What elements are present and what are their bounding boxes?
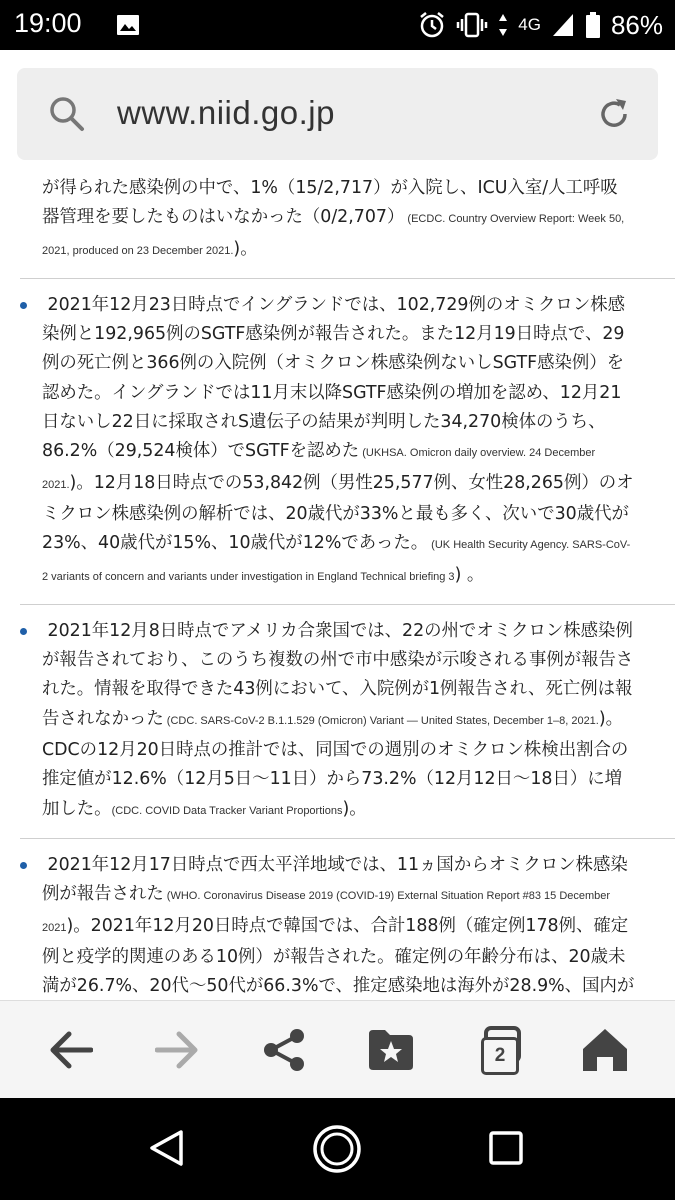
bullet-dot [20,628,27,635]
home-button[interactable] [580,1025,630,1075]
url-text[interactable]: www.niid.go.jp [117,94,335,131]
cite-open: ( [163,890,171,903]
citation: CDC. COVID Data Tracker Variant Proportions [115,804,343,817]
divider [20,604,675,605]
cite-close: )。 [598,708,624,729]
address-bar[interactable] [17,68,658,160]
home-icon [581,1027,629,1073]
item-paragraph [42,291,635,592]
battery-percent: 86% [610,9,663,40]
cite-open: ( [428,539,435,552]
search-icon[interactable] [49,96,85,132]
network-type: 4G [518,15,541,34]
data-transfer-icon [498,13,508,37]
tabs-button[interactable] [473,1025,523,1075]
browser-header [0,50,675,170]
signal-icon [551,12,575,38]
citation: WHO. Coronavirus Disease 2019 (COVID-19) External Situation Report #83 15 December 2021 [42,890,611,934]
cite-open: ( [359,447,366,460]
share-button[interactable] [259,1025,309,1075]
item-paragraph [42,174,635,266]
divider [20,278,675,279]
recents-square-icon[interactable] [488,1130,524,1166]
page-content [0,170,675,1000]
back-button[interactable] [45,1025,95,1075]
divider [20,838,675,839]
status-bar [0,0,675,50]
android-nav-bar [0,1098,675,1200]
reload-icon[interactable] [596,96,632,132]
tab-count: 2 [481,1037,519,1075]
bookmark-icon [367,1028,415,1072]
list-item [0,174,675,266]
back-triangle-icon[interactable] [147,1128,185,1168]
vibrate-icon [456,11,488,39]
list-item [0,851,675,1000]
citation: UK Health Security Agency. SARS-CoV-2 variants of concern and variants under investigation in England Technical briefing 3 [42,539,631,583]
battery-icon [585,11,601,39]
list-item [0,617,675,826]
alarm-icon [418,11,446,39]
citation: CDC. SARS-CoV-2 B.1.1.529 (Omicron) Variant — United States, December 1–8, 2021. [170,714,599,727]
back-arrow-icon [47,1030,93,1070]
item-text: が得られた感染例の中で、1%（15/2,717）が入院し、ICU入室/人工呼吸器管理を要したものはいなかった（0/2,707） [42,178,618,228]
item-paragraph [42,617,635,826]
cite-open: ( [163,714,171,727]
forward-arrow-icon [155,1030,201,1070]
cite-open: ( [404,213,412,226]
cite-close: )。 [69,472,94,493]
image-icon [116,14,140,36]
status-time: 19:00 [14,8,82,38]
citation: UKHSA. Omicron daily overview. 24 December 2021. [42,447,596,491]
item-text: 2021年12月17日時点で西太平洋地域では、11ヵ国からオミクロン株感染例が報告された [42,854,628,905]
cite-close: )。 [342,798,367,819]
item-paragraph [42,851,635,1000]
bullet-dot [20,862,27,869]
status-right-group [418,8,663,42]
item-text-2: 2021年12月20日時点で韓国では、合計188例（確定例178例、確定例と疫学的関連のある10例）が報告された。確定例の年齢分布は、20歳未満が26.7%、20代〜50代が66.3%で、推定感染地は海外が28.9%、国内が [42,915,635,997]
cite-close: ) 。 [454,564,485,585]
cite-open: ( [111,804,116,817]
citation: ECDC. Country Overview Report: Week 50, 2021, produced on 23 December 2021. [42,213,625,257]
bookmarks-button[interactable] [366,1025,416,1075]
home-circle-icon[interactable] [312,1124,362,1174]
bullet-dot [20,302,27,309]
browser-toolbar [0,1000,675,1099]
forward-button[interactable] [153,1025,203,1075]
share-icon [261,1027,307,1073]
item-text-2: CDCの12月20日時点の推計では、同国での週別のオミクロン株検出割合の推定値が12.6%（12月5日〜11日）から73.2%（12月12日〜18日）に増加した。 [42,740,629,819]
list-item [0,291,675,592]
item-text-2: 12月18日時点での53,842例（男性25,577例、女性28,265例）のオミクロン株感染例の解析では、20歳代が33%と最も多く、次いで30歳代が23%、40歳代が15%、10歳代が12%であった。 [42,472,634,554]
cite-close: )。 [233,238,258,259]
item-text: 2021年12月23日時点でイングランドでは、102,729例のオミクロン株感染例と192,965例のSGTF感染例が報告された。また12月19日時点で、29例の死亡例と366例の入院例（オミクロン株感染例ないしSGTF感染例）を認めた。イングランドでは11月末以降SGTF感染例の増加を認め、12月21日ないし22日に採取されS遺伝子の結果が判明した34,270検体のうち、86.2%（29,524検体）でSGTFを認めた [42,294,625,462]
cite-close: )。 [66,915,91,936]
item-text: 2021年12月8日時点でアメリカ合衆国では、22の州でオミクロン株感染例が報告されており、このうち複数の州で市中感染が示唆される事例が報告された。情報を取得できた43例において、入院例が1例報告され、死亡例は報告されなかった [42,620,634,729]
